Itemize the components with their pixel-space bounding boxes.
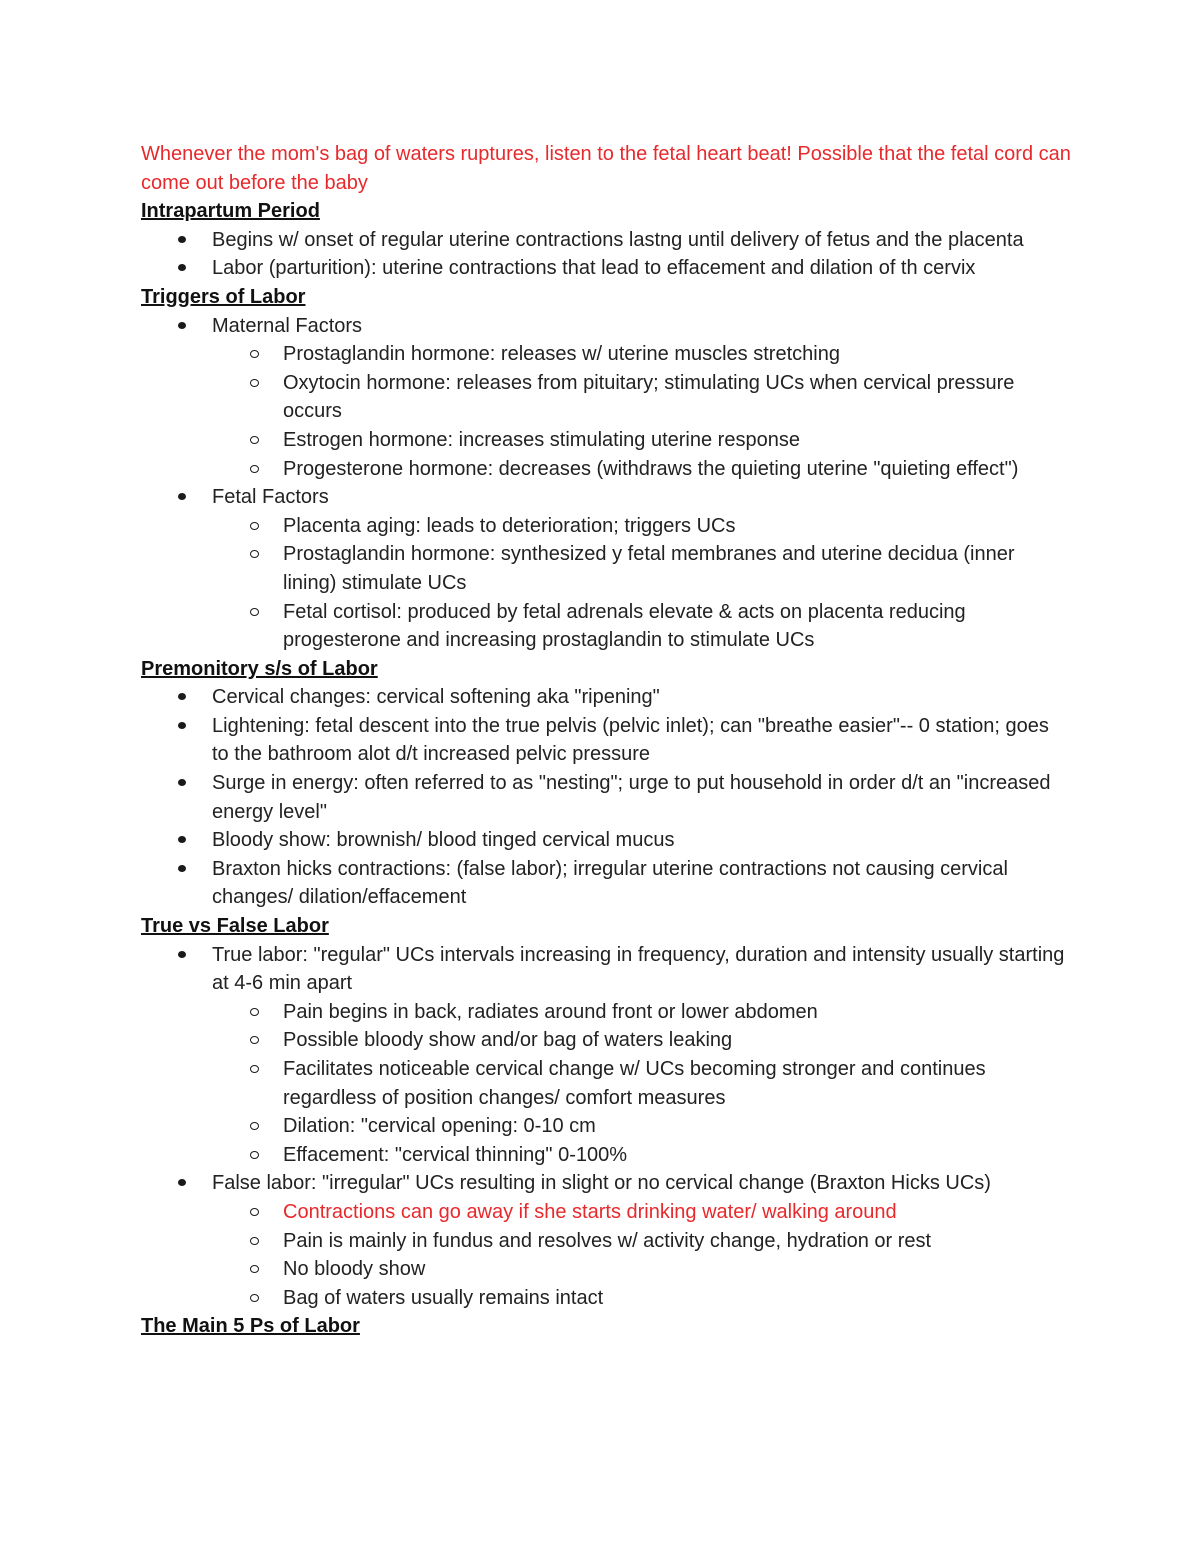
maternal-factors-sublist	[212, 340, 1071, 483]
heading-main-5-ps-of-labor: The Main 5 Ps of Labor	[141, 1315, 360, 1338]
sub-list-item: Possible bloody show and/or bag of waters leaking	[212, 1026, 1071, 1055]
triggers-list	[141, 312, 1071, 341]
list-item: Labor (parturition): uterine contractions that lead to effacement and dilation of th cervix	[141, 254, 1071, 283]
list-item: Bloody show: brownish/ blood tinged cervical mucus	[141, 826, 1071, 855]
sub-list-item: Pain begins in back, radiates around front or lower abdomen	[212, 998, 1071, 1027]
list-item: Lightening: fetal descent into the true pelvis (pelvic inlet); can "breathe easier"-- 0 station; goes to the bathroom alot d/t increased pelvic pressure	[141, 712, 1071, 769]
heading-true-vs-false-labor: True vs False Labor	[141, 915, 329, 938]
heading-triggers-of-labor: Triggers of Labor	[141, 285, 306, 308]
list-item-true-labor: True labor: "regular" UCs intervals increasing in frequency, duration and intensity usually starting at 4-6 min apart	[141, 941, 1071, 998]
list-item-fetal-factors	[141, 483, 1071, 512]
true-labor-sublist	[212, 998, 1071, 1170]
sub-list-item: Estrogen hormone: increases stimulating uterine response	[212, 426, 1071, 455]
sub-list-item: Prostaglandin hormone: releases w/ uterine muscles stretching	[212, 340, 1071, 369]
sub-list-item: No bloody show	[212, 1255, 1071, 1284]
sub-list-item: Oxytocin hormone: releases from pituitary; stimulating UCs when cervical pressure occurs	[212, 369, 1071, 426]
sub-list-item: Fetal cortisol: produced by fetal adrenals elevate & acts on placenta reducing progesterone and increasing prostaglandin to stimulate UCs	[212, 598, 1071, 655]
document-page	[141, 140, 1071, 1341]
sub-list-item: Bag of waters usually remains intact	[212, 1284, 1071, 1313]
false-labor-list	[141, 1169, 1071, 1198]
premonitory-list	[141, 683, 1071, 912]
sub-list-item: Facilitates noticeable cervical change w/ UCs becoming stronger and continues regardless of position changes/ comfort measures	[212, 1055, 1071, 1112]
fetal-factors-sublist	[212, 512, 1071, 655]
sub-list-item: Progesterone hormone: decreases (withdraws the quieting uterine "quieting effect")	[212, 455, 1071, 484]
sub-list-item: Effacement: "cervical thinning" 0-100%	[212, 1141, 1071, 1170]
triggers-list-continued	[141, 483, 1071, 512]
true-labor-list	[141, 941, 1071, 998]
false-labor-sublist	[212, 1198, 1071, 1312]
list-item: Begins w/ onset of regular uterine contractions lastng until delivery of fetus and the placenta	[141, 226, 1071, 255]
list-item: Surge in energy: often referred to as "nesting"; urge to put household in order d/t an "increased energy level"	[141, 769, 1071, 826]
intrapartum-list	[141, 226, 1071, 283]
sub-list-item: Prostaglandin hormone: synthesized y fetal membranes and uterine decidua (inner lining) stimulate UCs	[212, 540, 1071, 597]
fetal-factors-label: Fetal Factors	[212, 486, 329, 509]
maternal-factors-label: Maternal Factors	[212, 314, 363, 337]
sub-list-item: Dilation: "cervical opening: 0-10 cm	[212, 1112, 1071, 1141]
sub-list-item: Pain is mainly in fundus and resolves w/ activity change, hydration or rest	[212, 1227, 1071, 1256]
heading-premonitory-signs: Premonitory s/s of Labor	[141, 657, 378, 680]
intro-warning-note: Whenever the mom's bag of waters ruptures, listen to the fetal heart beat! Possible that the fetal cord can come out before the baby	[141, 143, 1071, 194]
list-item-maternal-factors	[141, 312, 1071, 341]
list-item: Braxton hicks contractions: (false labor); irregular uterine contractions not causing cervical changes/ dilation/effacement	[141, 855, 1071, 912]
sub-list-item-highlighted: Contractions can go away if she starts drinking water/ walking around	[212, 1198, 1071, 1227]
sub-list-item: Placenta aging: leads to deterioration; triggers UCs	[212, 512, 1071, 541]
list-item-false-labor: False labor: "irregular" UCs resulting in slight or no cervical change (Braxton Hicks UCs)	[141, 1169, 1071, 1198]
heading-intrapartum-period: Intrapartum Period	[141, 200, 320, 223]
list-item: Cervical changes: cervical softening aka "ripening"	[141, 683, 1071, 712]
